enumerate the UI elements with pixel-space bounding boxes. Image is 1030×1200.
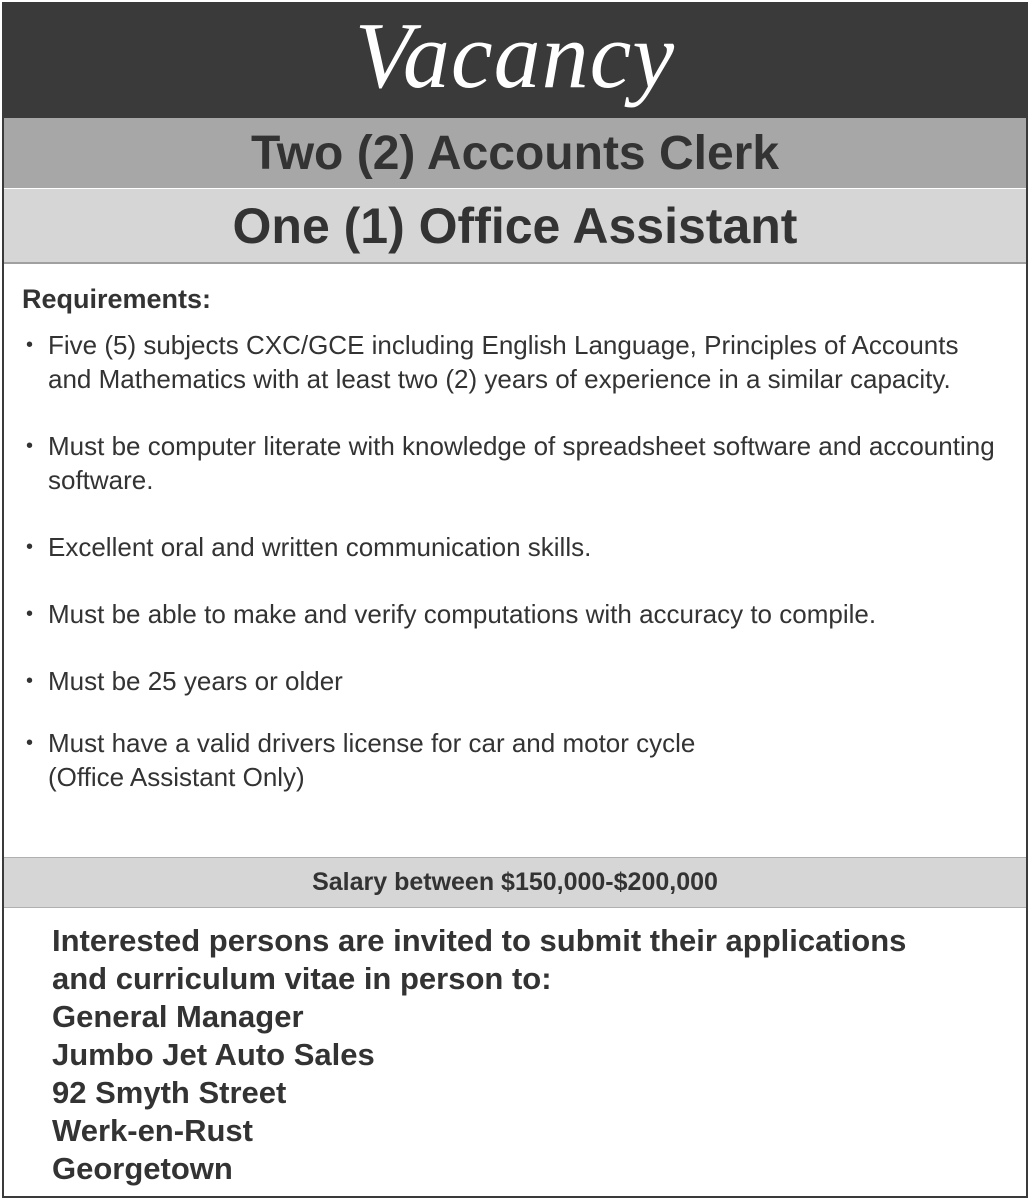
- bullet-icon: •: [26, 334, 34, 356]
- requirement-item: [22, 328, 1006, 396]
- position-office-assistant: One (1) Office Assistant: [4, 189, 1026, 264]
- bullet-icon: •: [26, 435, 34, 457]
- vacancy-title: Vacancy: [354, 4, 676, 108]
- bullet-icon: •: [26, 603, 34, 625]
- contact-company: Jumbo Jet Auto Sales: [52, 1037, 375, 1072]
- requirements-list: [22, 328, 1006, 794]
- bullet-icon: •: [26, 536, 34, 558]
- bullet-icon: •: [26, 732, 34, 754]
- vacancy-advertisement: [2, 2, 1028, 1198]
- requirement-text: Must be able to make and verify computations with accuracy to compile.: [48, 599, 877, 629]
- requirement-text: Excellent oral and written communication skills.: [48, 532, 592, 562]
- requirement-item: [22, 664, 1006, 698]
- salary-bar: [4, 857, 1026, 908]
- requirement-note: (Office Assistant Only): [48, 762, 305, 792]
- requirement-item: [22, 530, 1006, 564]
- contact-area: Werk-en-Rust: [52, 1113, 253, 1148]
- contact-street: 92 Smyth Street: [52, 1075, 287, 1110]
- requirement-text: Must be computer literate with knowledge of spreadsheet software and accounting software.: [48, 431, 995, 495]
- requirement-text: Must be 25 years or older: [48, 666, 343, 696]
- contact-recipient: General Manager: [52, 999, 304, 1034]
- bullet-icon: •: [26, 670, 34, 692]
- salary-text: Salary between $150,000-$200,000: [312, 868, 718, 896]
- contact-intro-line: Interested persons are invited to submit their applications: [52, 923, 907, 958]
- requirement-item: [22, 597, 1006, 631]
- requirement-text: [48, 726, 1006, 794]
- contact-city: Georgetown: [52, 1151, 233, 1186]
- requirement-text-line: Must have a valid drivers license for car and motor cycle: [48, 728, 696, 758]
- contact-intro-line: and curriculum vitae in person to:: [52, 961, 552, 996]
- requirement-item: [22, 429, 1006, 497]
- vacancy-banner: [4, 4, 1026, 118]
- contact-section: [52, 922, 1006, 1188]
- requirements-section: [4, 264, 1026, 794]
- requirements-heading: Requirements:: [22, 284, 212, 314]
- requirement-text: Five (5) subjects CXC/GCE including English Language, Principles of Accounts and Mathematics with at least two (2) years of experience in a similar capacity.: [48, 330, 959, 394]
- requirement-item: [22, 726, 1006, 794]
- position-accounts-clerk: Two (2) Accounts Clerk: [4, 118, 1026, 189]
